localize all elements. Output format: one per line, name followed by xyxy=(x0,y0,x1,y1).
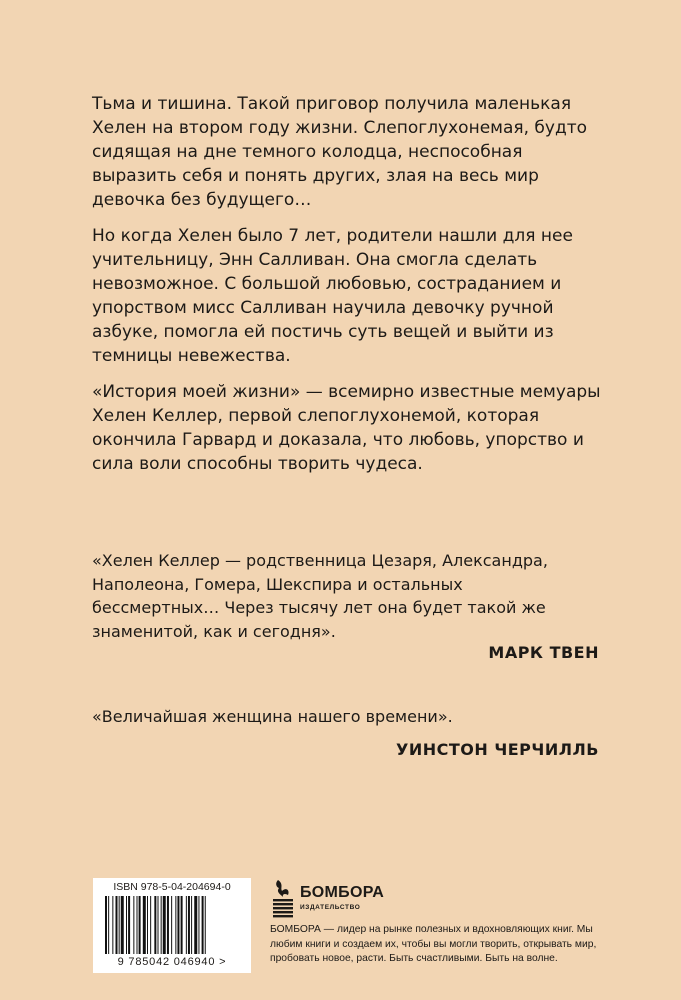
isbn-label: ISBN 978-5-04-204694-0 xyxy=(113,881,231,893)
isbn-barcode xyxy=(93,878,251,973)
barcode-bars xyxy=(105,896,239,954)
quote-author-churchill: УИНСТОН ЧЕРЧИЛЛЬ xyxy=(395,740,599,759)
barcode-number: 9 785042 046940 > xyxy=(117,956,227,968)
description-block xyxy=(92,92,612,488)
description-paragraph: «История моей жизни» — всемирно известные мемуары Хелен Келлер, первой слепоглухонемой, которая окончила Гарвард и доказала, что любовь, упорство и сила воли способны творить чудеса. xyxy=(92,382,601,474)
publisher-logo xyxy=(270,878,410,920)
description-paragraph: Тьма и тишина. Такой приговор получила маленькая Хелен на втором году жизни. Слепоглухонемая, будто сидящая на дне темного колодца, неспособная выразить себя и понять других, злая на весь мир девочка без будущего… xyxy=(92,94,588,210)
publisher-tagline: БОМБОРА — лидер на рынке полезных и вдохновляющих книг. Мы любим книги и создаем их, чтобы вы могли творить, открывать мир, пробовать новое, расти. Быть счастливыми. Быть на волне. xyxy=(270,924,597,964)
quote-churchill: «Величайшая женщина нашего времени». xyxy=(92,707,453,726)
quote-twain: «Хелен Келлер — родственница Цезаря, Александра, Наполеона, Гомера, Шекспира и остальных бессмертных… Через тысячу лет она будет такой же знаменитой, как и сегодня». xyxy=(92,551,548,641)
publisher-name: БОМБОРА xyxy=(300,884,385,901)
publisher-subtitle: ИЗДАТЕЛЬСТВО xyxy=(300,904,361,911)
flame-logo-icon xyxy=(270,878,296,918)
description-paragraph: Но когда Хелен было 7 лет, родители нашли для нее учительницу, Энн Салливан. Она смогла сделать невозможное. С большой любовью, состраданием и упорством мисс Салливан научила девочку ручной азбуке, помогла ей постичь суть вещей и выйти из темницы невежества. xyxy=(92,226,573,366)
quote-author-twain: МАРК ТВЕН xyxy=(488,643,599,662)
